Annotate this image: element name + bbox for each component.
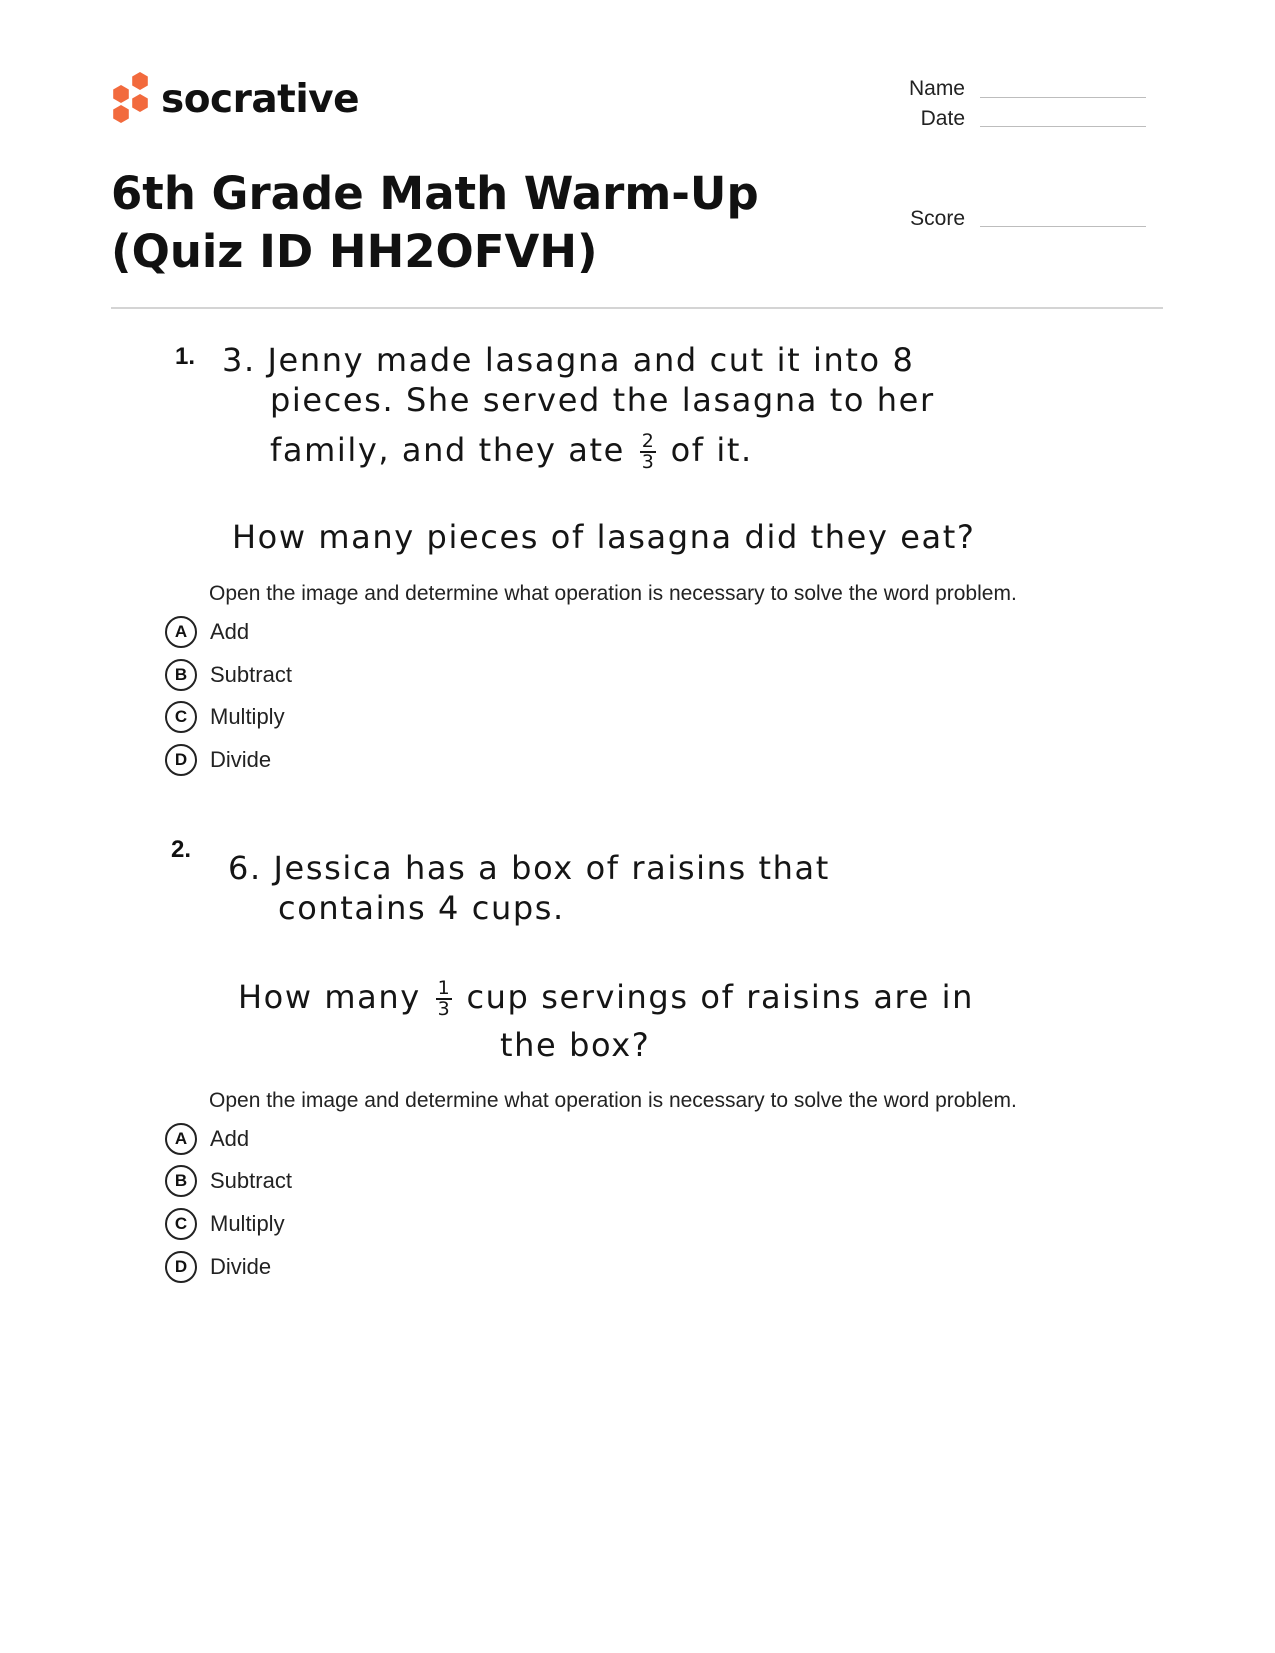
date-field[interactable] (980, 126, 1146, 127)
fraction: $\frac{1}{3}$ (437, 977, 450, 1020)
date-label: Date (920, 107, 965, 130)
option-bubble[interactable]: C (165, 701, 197, 733)
option-bubble[interactable]: B (165, 659, 197, 691)
option-bubble[interactable]: C (165, 1208, 197, 1240)
question-image-line: contains 4 cups. (278, 889, 565, 927)
option-label: Subtract (210, 662, 292, 687)
option-bubble[interactable]: D (165, 744, 197, 776)
name-field[interactable] (980, 97, 1146, 98)
option-bubble[interactable]: D (165, 1251, 197, 1283)
option-bubble[interactable]: A (165, 616, 197, 648)
score-label: Score (910, 207, 965, 230)
question-number: 2. (171, 836, 192, 863)
question-image-line: the box? (500, 1026, 651, 1064)
score-field[interactable] (980, 226, 1146, 227)
question-image-line: How many pieces of lasagna did they eat? (232, 518, 976, 556)
option-label: Divide (210, 1254, 272, 1279)
question-image-line: pieces. She served the lasagna to her (270, 381, 935, 419)
question-image-line: How many $\frac{1}{3}$ cup servings of raisins are in (238, 977, 975, 1020)
option-label: Multiply (210, 704, 285, 729)
option-label: Subtract (210, 1168, 292, 1193)
question-prompt: Open the image and determine what operation is necessary to solve the word problem. (209, 582, 1017, 605)
option-label: Add (210, 619, 250, 644)
name-label: Name (908, 77, 965, 100)
hexagon-cluster-icon (111, 72, 151, 124)
question-number: 1. (175, 343, 196, 370)
page-title: 6th Grade Math Warm-Up (Quiz ID HH2OFVH) (111, 167, 759, 278)
header-divider (111, 307, 1163, 309)
option-bubble[interactable]: A (165, 1123, 197, 1155)
brand-name: socrative (161, 77, 360, 122)
option-bubble[interactable]: B (165, 1165, 197, 1197)
question-image-line: 6. Jessica has a box of raisins that (228, 849, 830, 887)
question-prompt: Open the image and determine what operation is necessary to solve the word problem. (209, 1089, 1017, 1112)
option-label: Multiply (210, 1211, 285, 1236)
option-label: Divide (210, 747, 272, 772)
socrative-logo (111, 72, 360, 128)
fraction: $\frac{2}{3}$ (641, 430, 654, 473)
question-image-line: family, and they ate $\frac{2}{3}$ of it. (270, 430, 753, 473)
question-image-line: 3. Jenny made lasagna and cut it into 8 (222, 341, 915, 379)
option-label: Add (210, 1126, 250, 1151)
